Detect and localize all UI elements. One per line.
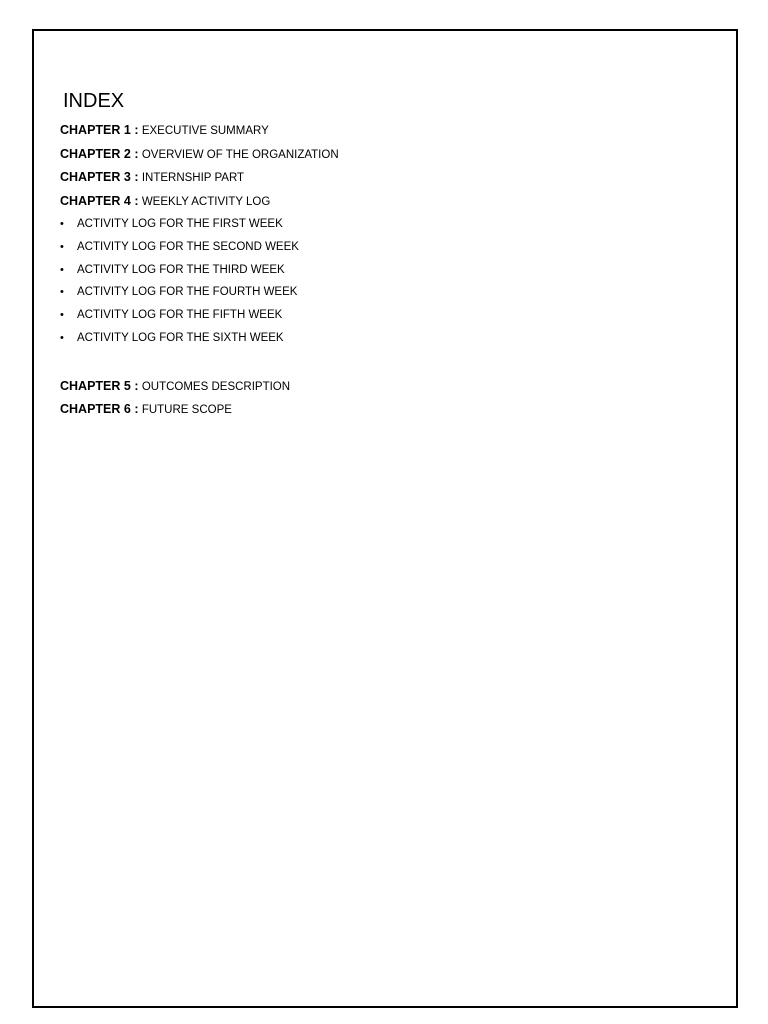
bullet-icon: • <box>60 286 64 298</box>
chapter-entry-3 <box>60 169 244 186</box>
activity-log-item <box>60 262 285 278</box>
chapter-label: CHAPTER 1 : <box>60 123 139 137</box>
activity-log-item <box>60 307 282 323</box>
chapter-title: OUTCOMES DESCRIPTION <box>141 381 291 393</box>
activity-log-item <box>60 284 297 300</box>
chapter-entry-2 <box>60 146 339 163</box>
activity-log-label: ACTIVITY LOG FOR THE FIFTH WEEK <box>77 309 283 321</box>
bullet-icon: • <box>60 218 64 230</box>
activity-log-item <box>60 330 284 346</box>
bullet-icon: • <box>60 332 64 344</box>
bullet-icon: • <box>60 264 64 276</box>
page-title: INDEX <box>63 90 125 112</box>
activity-log-label: ACTIVITY LOG FOR THE SECOND WEEK <box>77 241 299 253</box>
activity-log-label: ACTIVITY LOG FOR THE SIXTH WEEK <box>77 332 284 344</box>
chapter-title: FUTURE SCOPE <box>141 404 232 416</box>
chapter-entry-5 <box>60 378 290 395</box>
chapter-label: CHAPTER 6 : <box>60 402 139 416</box>
chapter-title: INTERNSHIP PART <box>141 172 245 184</box>
activity-log-label: ACTIVITY LOG FOR THE FIRST WEEK <box>77 218 283 230</box>
chapter-title: WEEKLY ACTIVITY LOG <box>141 196 271 208</box>
chapter-label: CHAPTER 4 : <box>60 194 139 208</box>
bullet-icon: • <box>60 241 64 253</box>
chapter-label: CHAPTER 5 : <box>60 379 139 393</box>
chapter-label: CHAPTER 2 : <box>60 147 139 161</box>
activity-log-label: ACTIVITY LOG FOR THE FOURTH WEEK <box>77 286 298 298</box>
activity-log-label: ACTIVITY LOG FOR THE THIRD WEEK <box>77 264 285 276</box>
bullet-icon: • <box>60 309 64 321</box>
activity-log-item <box>60 216 283 232</box>
chapter-title: EXECUTIVE SUMMARY <box>141 125 269 137</box>
chapter-label: CHAPTER 3 : <box>60 170 139 184</box>
chapter-entry-4 <box>60 193 270 210</box>
chapter-title: OVERVIEW OF THE ORGANIZATION <box>141 149 339 161</box>
chapter-entry-6 <box>60 401 232 418</box>
activity-log-item <box>60 239 299 255</box>
chapter-entry-1 <box>60 122 269 139</box>
